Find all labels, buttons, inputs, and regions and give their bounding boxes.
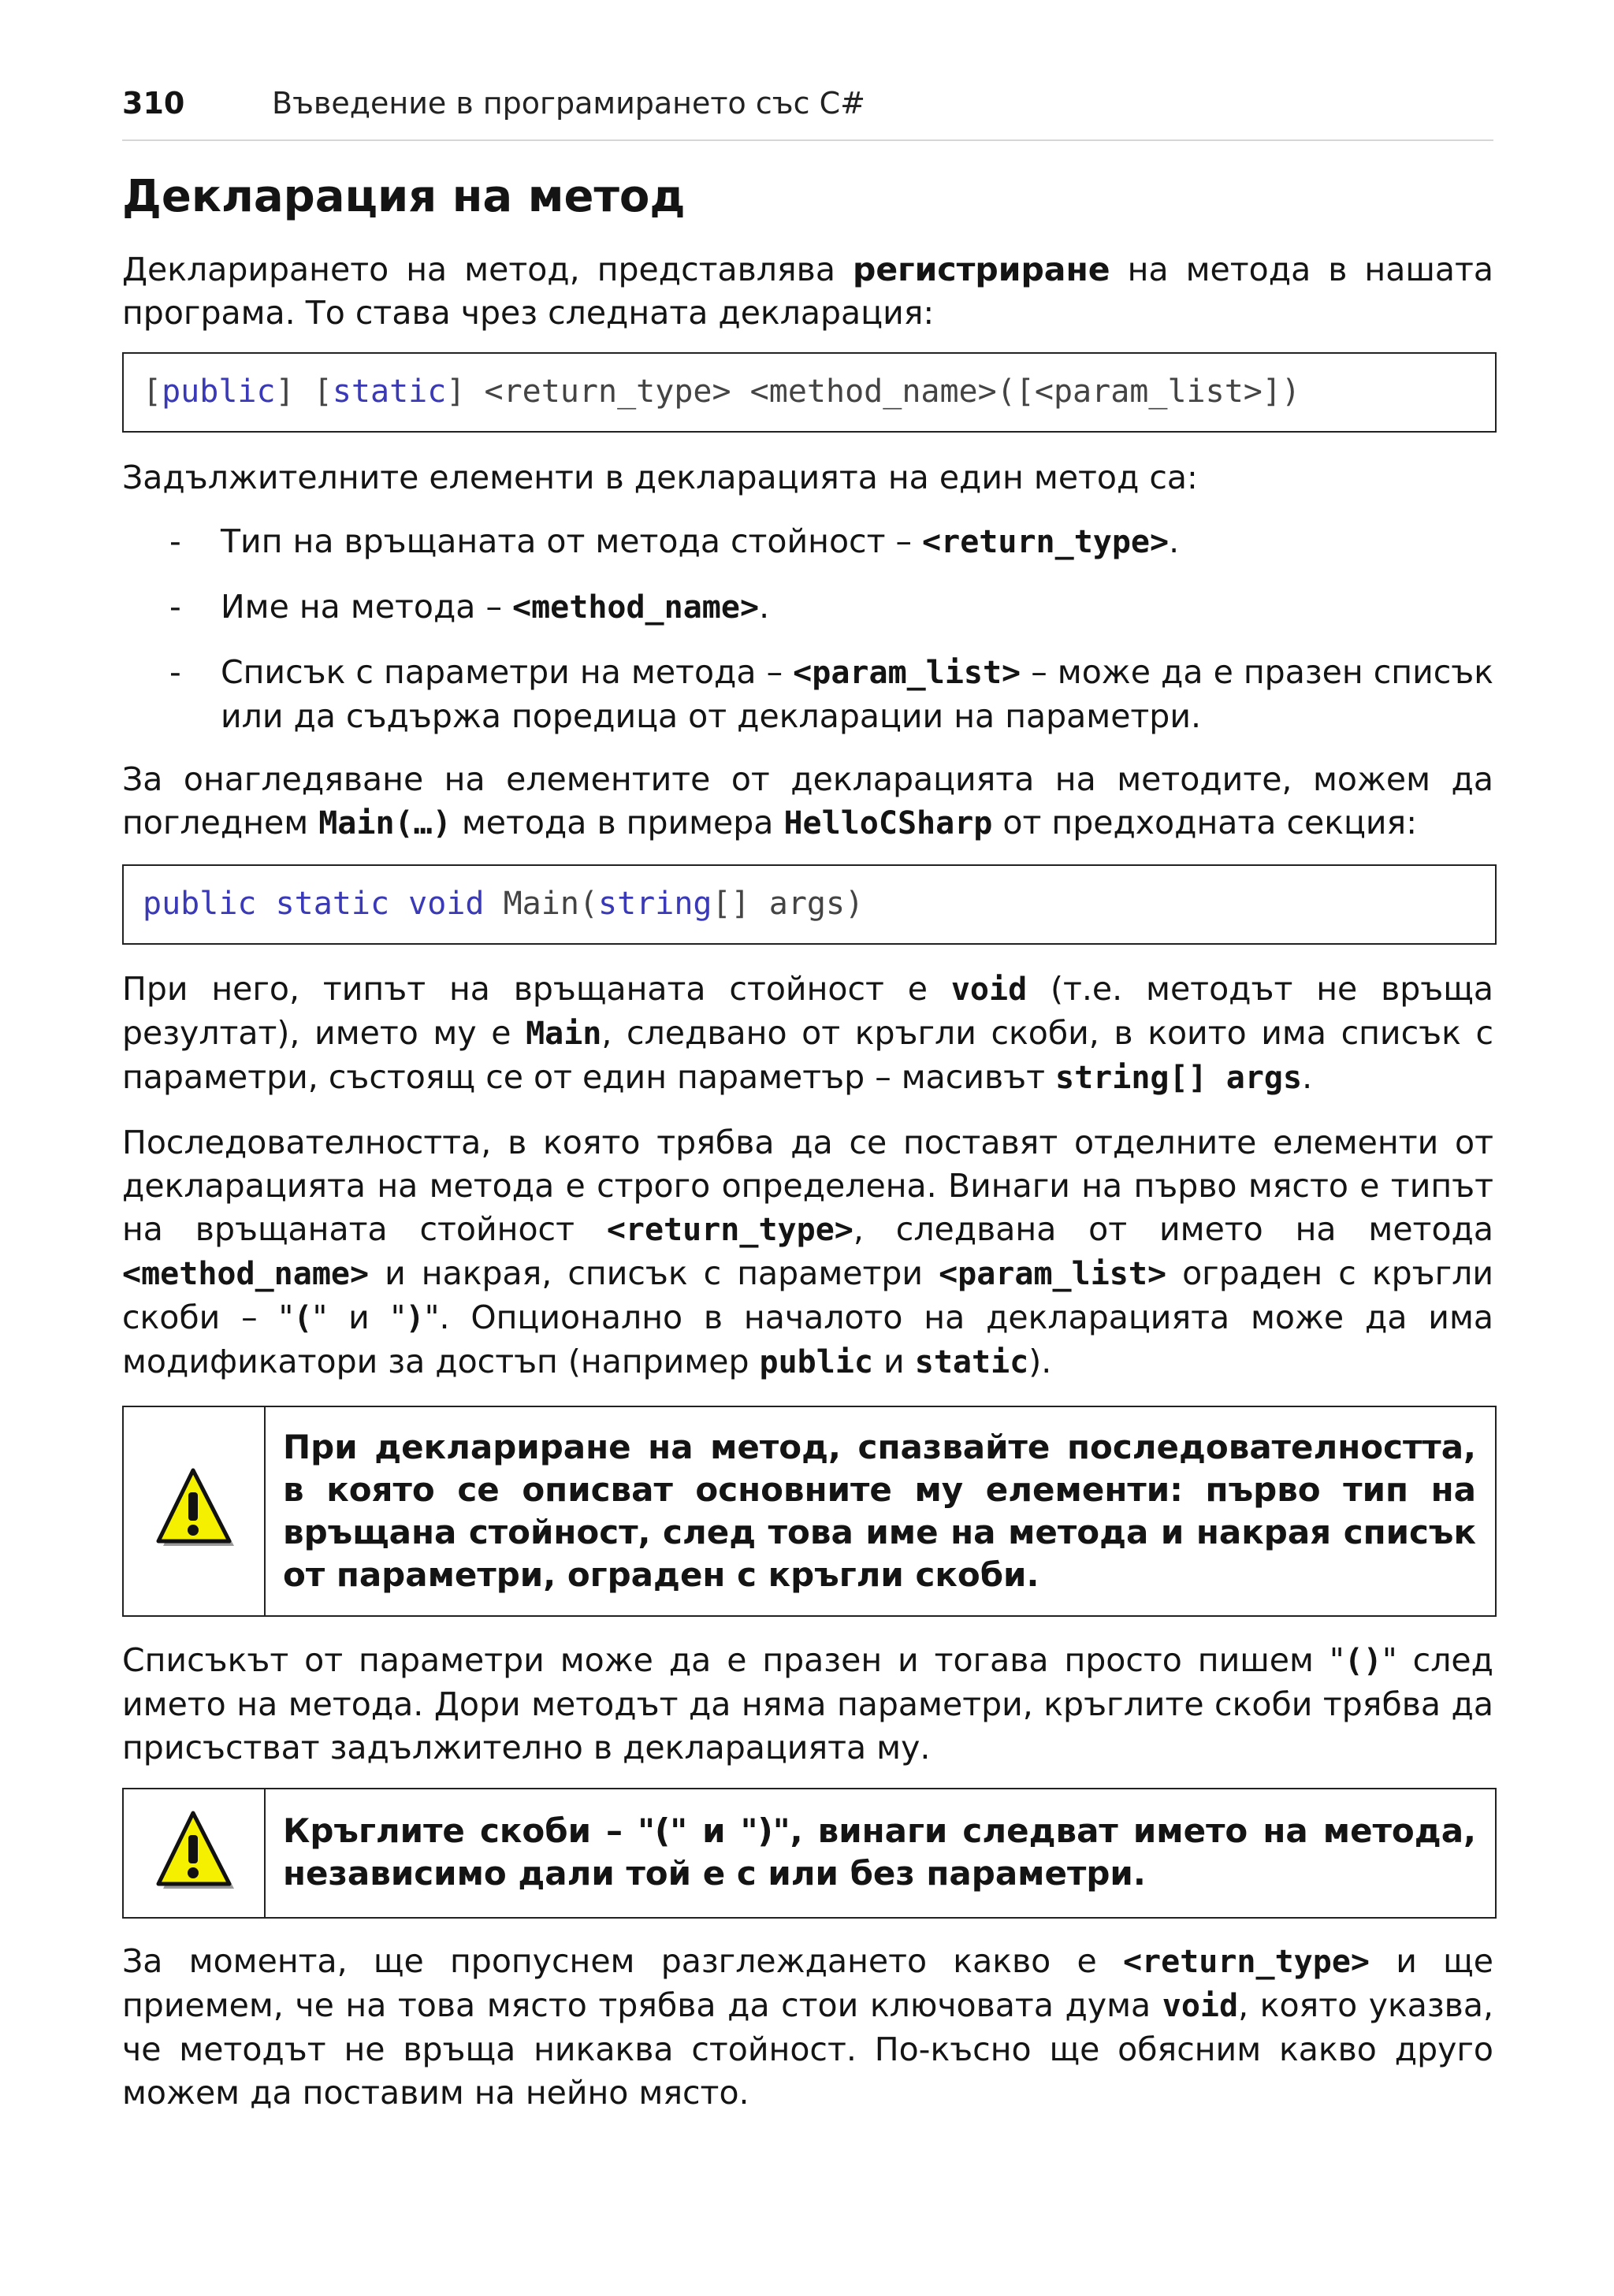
intro-paragraph <box>122 248 1493 335</box>
text-run: За момента, ще пропуснем разглеждането какво е <box>122 1942 1123 1980</box>
bullet-after: – може да е празен списък или да съдържа поредица от декларации на параметри. <box>221 653 1493 735</box>
bullet-text: Име на метода – <box>221 588 512 626</box>
text-run: и <box>873 1343 915 1380</box>
text-run: от предходната секция: <box>992 804 1418 841</box>
warning-box-2 <box>122 1788 1497 1919</box>
bullet-text: Списък с параметри на метода – <box>221 653 794 691</box>
bullet-item <box>221 520 1493 564</box>
inline-code: string[] args <box>1055 1060 1303 1096</box>
section-title: Декларация на метод <box>122 171 686 222</box>
bullet-after: . <box>1169 522 1180 560</box>
text-run: , която указва, че методът не връща никаква стойност. По-късно ще обясним какво друго можем да поставим на нейно място. <box>122 1986 1493 2112</box>
text-run: , следвано от кръгли скоби, в които има списък с параметри, състоящ се от един параметър – масивът <box>122 1014 1493 1096</box>
bullet-dash: - <box>169 588 181 626</box>
text-run: Последователността, в която трябва да се поставят отделните елементи от декларацията на метода е строго определена. Винаги на първо място е типът на връщаната стойност <box>122 1124 1493 1248</box>
text-run: и накрая, списък с параметри <box>369 1254 939 1292</box>
text-run: При него, типът на връщаната стойност е <box>122 970 951 1008</box>
text-run: метода в примера <box>451 804 784 841</box>
intro-text-2: на метода в нашата програма. То става чрез следната декларация: <box>122 251 1493 332</box>
warning-icon <box>152 1810 237 1895</box>
inline-code: HelloCSharp <box>783 805 993 841</box>
bullet-text: Тип на връщаната от метода стойност – <box>221 522 923 560</box>
inline-code: public <box>759 1344 874 1380</box>
inline-code: ( <box>293 1300 313 1336</box>
inline-code: void <box>950 972 1028 1008</box>
text-run: ограден с кръгли скоби – " <box>122 1254 1493 1336</box>
inline-code: void <box>1162 1988 1239 2024</box>
mandatory-intro: Задължителните елементи в декларацията на един метод са: <box>122 459 1198 496</box>
code-keyword: string <box>597 886 712 922</box>
declaration-code-box <box>122 352 1497 433</box>
bullet-item <box>221 585 1493 630</box>
declaration-code-line <box>143 371 1300 412</box>
main-code-line <box>143 883 864 924</box>
text-run: . <box>1302 1058 1313 1096</box>
inline-code: <return_type> <box>606 1212 853 1248</box>
explanation-paragraph-1 <box>122 968 1493 1100</box>
explanation-paragraph-4 <box>122 1940 1493 2115</box>
code-keyword: public <box>162 373 276 410</box>
explanation-paragraph-3 <box>122 1639 1493 1770</box>
code-part: Main( <box>484 886 598 922</box>
inline-code: <return_type> <box>1122 1944 1370 1980</box>
warning-icon-cell <box>124 1789 266 1917</box>
code-part: [] args) <box>712 886 865 922</box>
code-part: ] <return_type> <method_name>([<param_list>]) <box>446 373 1301 410</box>
warning-text-1: При деклариране на метод, спазвайте последователността, в която се описват основните му елементи: първо тип на връщана стойност, след това име на метода и накрая списък от параметри, ограден с кръгли скоби. <box>283 1428 1476 1594</box>
text-run: ). <box>1028 1343 1052 1380</box>
text-run: (т.е. методът не връща резултат), името му е <box>122 970 1493 1052</box>
text-run: Списъкът от параметри може да е празен и тогава просто пишем " <box>122 1641 1344 1679</box>
code-keyword: static <box>332 373 447 410</box>
explanation-paragraph-2 <box>122 1121 1493 1384</box>
text-run: " и " <box>312 1298 406 1336</box>
example-intro <box>122 758 1493 845</box>
inline-code: Main(…) <box>318 805 452 841</box>
inline-code: static <box>914 1344 1029 1380</box>
inline-code: () <box>1344 1643 1382 1679</box>
text-run: , следвана от името на метода <box>853 1210 1493 1248</box>
bullet-code: <return_type> <box>922 524 1170 560</box>
inline-code: ) <box>405 1300 425 1336</box>
page-number: 310 <box>122 86 185 121</box>
inline-code: <param_list> <box>939 1256 1167 1292</box>
main-code-box <box>122 864 1497 945</box>
text-run: За онагледяване на елементите от декларацията на методите, можем да погледнем <box>122 760 1493 841</box>
warning-box-1 <box>122 1406 1497 1617</box>
book-title: Въведение в програмирането със C# <box>272 86 865 121</box>
bullet-item <box>221 651 1493 738</box>
text-run: " след името на метода. Дори методът да няма параметри, кръглите скоби трябва да присъстват задължително в декларацията му. <box>122 1641 1493 1767</box>
bullet-after: . <box>759 588 770 626</box>
inline-code: <method_name> <box>122 1256 370 1292</box>
code-part: [ <box>143 373 162 410</box>
code-part: ] [ <box>275 373 333 410</box>
intro-text-1: Декларирането на метод, представлява <box>122 251 853 288</box>
intro-bold-term: регистриране <box>853 251 1110 288</box>
warning-text-2: Кръглите скоби – "(" и ")", винаги следват името на метода, независимо дали той е с или без параметри. <box>283 1811 1476 1893</box>
page-header <box>122 83 1493 141</box>
bullet-dash: - <box>169 522 181 560</box>
bullet-code: <param_list> <box>793 655 1021 691</box>
text-run: и ще приемем, че на това място трябва да стои ключовата дума <box>122 1942 1493 2024</box>
text-run: ". Опционално в началото на декларацията може да има модификатори за достъп (например <box>122 1298 1493 1380</box>
code-keyword: public static void <box>143 886 485 922</box>
warning-icon <box>152 1467 237 1552</box>
bullet-code: <method_name> <box>511 589 760 626</box>
bullet-dash: - <box>169 653 181 691</box>
warning-icon-cell <box>124 1407 266 1615</box>
inline-code: Main <box>526 1016 602 1052</box>
